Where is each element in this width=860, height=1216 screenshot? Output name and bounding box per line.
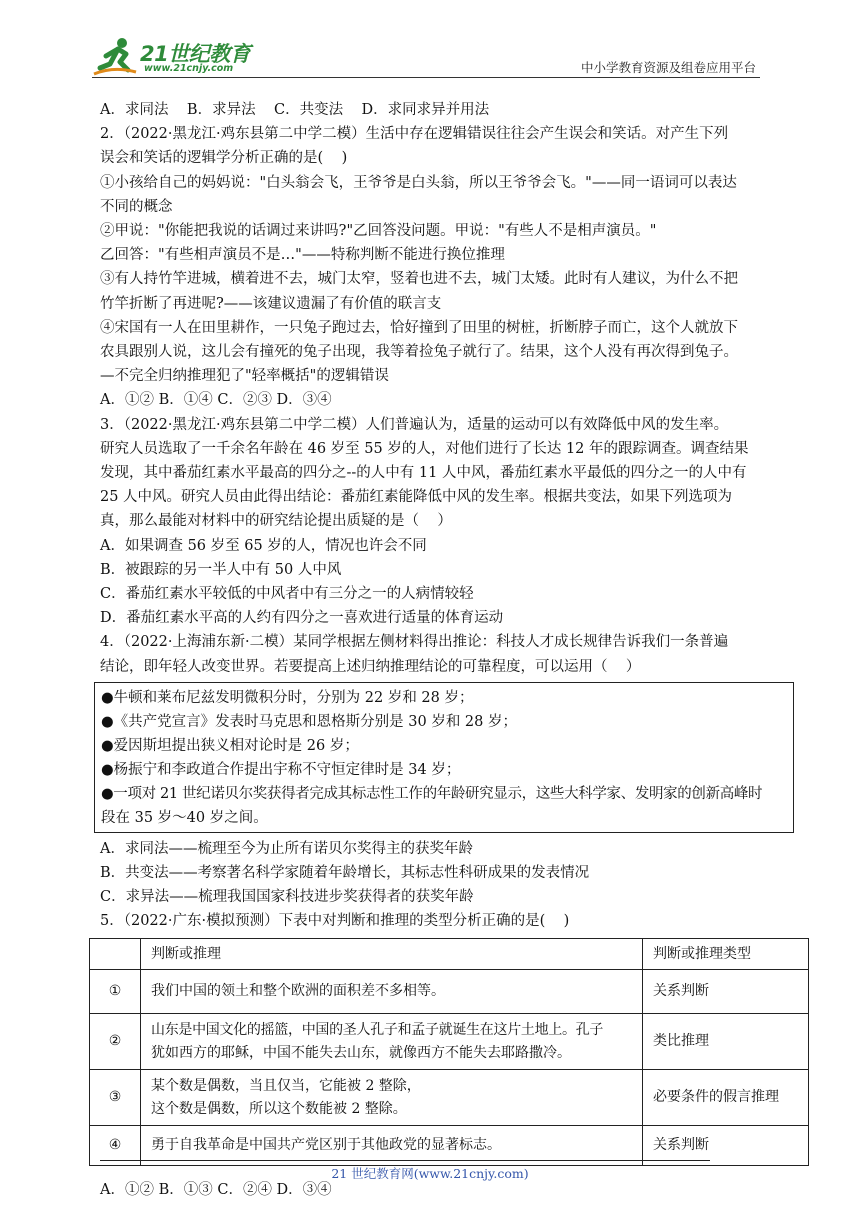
q4-line: 结论，即年轻人改变世界。若要提高上述归纳推理结论的可靠程度，可以运用（ ） bbox=[100, 658, 641, 675]
statement-line: 犹如西方的耶稣，中国不能失去山东，就像西方不能失去耶路撒冷。 bbox=[151, 1044, 571, 1061]
table-row bbox=[90, 1014, 809, 1070]
table-row bbox=[90, 1070, 809, 1126]
table-header-row bbox=[90, 938, 809, 970]
q4-option: B．共变法——考察著名科学家随着年龄增长，其标志性科研成果的发表情况 bbox=[100, 865, 590, 882]
footer-link[interactable]: 21 世纪教育网(www.21cnjy.com) bbox=[331, 1166, 529, 1181]
q2-line: 乙回答："有些相声演员不是…"——特称判断不能进行换位推理 bbox=[100, 247, 505, 264]
q2-line: 误会和笑话的逻辑学分析正确的是( ) bbox=[100, 150, 348, 167]
logo-url: www.21cnjy.com bbox=[144, 63, 234, 74]
q4-material-line: ●牛顿和莱布尼兹发明微积分时，分别为 22 岁和 28 岁； bbox=[101, 689, 474, 706]
row-type: 关系判断 bbox=[643, 1126, 809, 1166]
q4-material-line: 段在 35 岁～40 岁之间。 bbox=[101, 809, 268, 826]
q2-line: 农具跟别人说，这儿会有撞死的兔子出现，我等着捡兔子就行了。结果，这个人没有再次得到兔子。 bbox=[100, 344, 738, 361]
question-3 bbox=[100, 413, 782, 631]
row-statement bbox=[141, 1070, 643, 1126]
q4-line: 4．（2022·上海浦东新·二模）某同学根据左侧材料得出推论：科技人才成长规律告诉我们一条普遍 bbox=[100, 634, 729, 651]
row-type: 类比推理 bbox=[643, 1014, 809, 1070]
page-header bbox=[92, 36, 760, 78]
q2-line: ④宋国有一人在田里耕作，一只兔子跑过去，恰好撞到了田里的树桩，折断脖子而亡，这个人就放下 bbox=[100, 319, 738, 336]
q3-option: D．番茄红素水平高的人约有四分之一喜欢进行适量的体育运动 bbox=[100, 610, 504, 627]
row-number: ② bbox=[90, 1014, 141, 1070]
q2-line: —不完全归纳推理犯了"轻率概括"的逻辑错误 bbox=[100, 368, 389, 385]
q2-line: 不同的概念 bbox=[100, 198, 173, 215]
q3-line: 发现，其中番茄红素水平最高的四分之--的人中有 11 人中风，番茄红素水平最低的四分之一的人中有 bbox=[100, 465, 747, 482]
table-header-cell: 判断或推理 bbox=[141, 938, 643, 970]
table-row bbox=[90, 970, 809, 1014]
runner-logo-icon bbox=[92, 36, 138, 76]
q3-option: A．如果调查 56 岁至 65 岁的人，情况也许会不同 bbox=[100, 537, 427, 554]
row-number: ③ bbox=[90, 1070, 141, 1126]
q4-material-line: ●杨振宁和李政道合作提出宇称不守恒定律时是 34 岁； bbox=[101, 761, 461, 778]
statement-line: 勇于自我革命是中国共产党区别于其他政党的显著标志。 bbox=[151, 1137, 501, 1154]
platform-title: 中小学教育资源及组卷应用平台 bbox=[580, 60, 756, 75]
statement-line: 这个数是偶数，所以这个数能被 2 整除。 bbox=[151, 1100, 407, 1117]
q3-line: 研究人员选取了一千余名年龄在 46 岁至 55 岁的人，对他们进行了长达 12 年的跟踪调查。调查结果 bbox=[100, 440, 749, 457]
q2-line: ①小孩给自己的妈妈说："白头翁会飞，王爷爷是白头翁，所以王爷爷会飞。"——同一语词可以表达 bbox=[100, 174, 737, 191]
q3-option: C．番茄红素水平较低的中风者中有三分之一的人病情较轻 bbox=[100, 586, 474, 603]
q4-option: C．求异法——梳理我国国家科技进步奖获得者的获奖年龄 bbox=[100, 889, 474, 906]
question-5 bbox=[100, 909, 782, 1202]
row-number: ① bbox=[90, 970, 141, 1014]
row-type: 关系判断 bbox=[643, 970, 809, 1014]
q4-option: A．求同法——梳理至今为止所有诺贝尔奖得主的获奖年龄 bbox=[100, 840, 473, 857]
document-body bbox=[100, 98, 782, 1202]
statement-line: 某个数是偶数，当且仅当，它能被 2 整除， bbox=[151, 1078, 421, 1095]
table-header-cell: 判断或推理类型 bbox=[643, 938, 809, 970]
q4-material-line: ●《共产党宣言》发表时马克思和恩格斯分别是 30 岁和 28 岁； bbox=[101, 713, 517, 730]
header-divider bbox=[92, 77, 760, 78]
q5-stem: 5．（2022·广东·模拟预测）下表中对判断和推理的类型分析正确的是( ) bbox=[100, 913, 570, 930]
statement-line: 山东是中国文化的摇篮，中国的圣人孔子和孟子就诞生在这片土地上。孔子 bbox=[151, 1022, 604, 1039]
question-2 bbox=[100, 122, 782, 412]
q5-options: A．①② B．①③ C．②④ D．③④ bbox=[100, 1182, 332, 1199]
q3-line: 3．（2022·黑龙江·鸡东县第二中学二模）人们普遍认为，适量的运动可以有效降低中风的发生率。 bbox=[100, 416, 729, 433]
q3-line: 25 人中风。研究人员由此得出结论：番茄红素能降低中风的发生率。根据共变法，如果下列选项为 bbox=[100, 489, 733, 506]
q4-material-line: ●一项对 21 世纪诺贝尔奖获得者完成其标志性工作的年龄研究显示，这些大科学家、发明家的创新高峰时 bbox=[101, 785, 763, 802]
q2-line: 2．（2022·黑龙江·鸡东县第二中学二模）生活中存在逻辑错误往往会产生误会和笑话。对产生下列 bbox=[100, 126, 729, 143]
statement-line: 我们中国的领土和整个欧洲的面积差不多相等。 bbox=[151, 983, 445, 1000]
q3-line: 真，那么最能对材料中的研究结论提出质疑的是（ ） bbox=[100, 513, 452, 530]
footer-divider bbox=[100, 1160, 710, 1161]
q1-options: A．求同法 B．求异法 C．共变法 D．求同求异并用法 bbox=[100, 102, 490, 118]
question-4 bbox=[100, 630, 782, 909]
row-type: 必要条件的假言推理 bbox=[643, 1070, 809, 1126]
row-statement bbox=[141, 1014, 643, 1070]
q4-material-box bbox=[94, 682, 794, 833]
q2-line: ③有人持竹竿进城，横着进不去，城门太窄，竖着也进不去，城门太矮。此时有人建议，为什么不把 bbox=[100, 271, 738, 288]
q2-options: A．①② B．①④ C．②③ D．③④ bbox=[100, 392, 332, 409]
q2-line: 竹竿折断了再进呢?——该建议遗漏了有价值的联言支 bbox=[100, 295, 442, 312]
table-header-cell bbox=[90, 938, 141, 970]
q3-option: B．被跟踪的另一半人中有 50 人中风 bbox=[100, 561, 342, 578]
logo-text: 21世纪教育 bbox=[140, 42, 251, 66]
q2-line: ②甲说："你能把我说的话调过来讲吗?"乙回答没问题。甲说："有些人不是相声演员。" bbox=[100, 223, 657, 240]
row-statement bbox=[141, 970, 643, 1014]
q5-table bbox=[89, 938, 809, 1167]
row-number: ④ bbox=[90, 1126, 141, 1166]
q4-material-line: ●爱因斯坦提出狭义相对论时是 26 岁； bbox=[101, 737, 359, 754]
site-logo[interactable] bbox=[92, 36, 262, 78]
